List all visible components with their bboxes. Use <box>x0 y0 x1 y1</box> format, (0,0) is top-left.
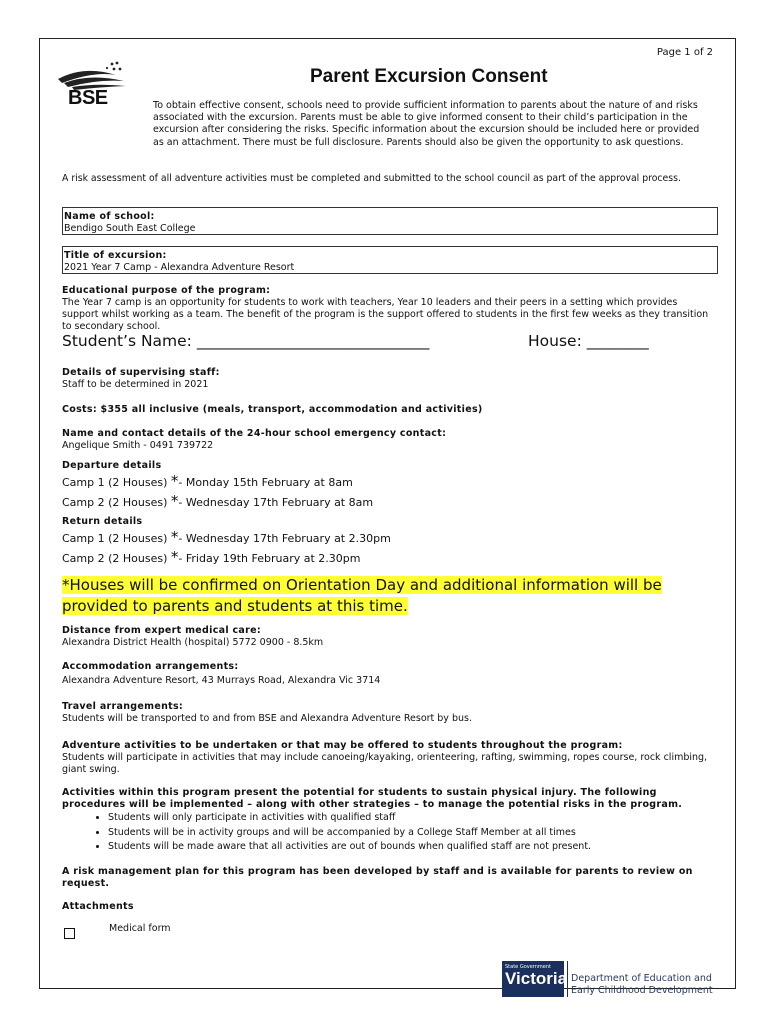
departure-section <box>62 460 712 512</box>
medical-form-checkbox[interactable] <box>64 924 75 943</box>
house-field[interactable]: House: ________ <box>528 332 649 350</box>
list-item: • Students will only participate in activities with qualified staff <box>108 811 712 826</box>
excursion-value: 2021 Year 7 Camp - Alexandra Adventure Resort <box>64 262 295 273</box>
staff-label: Details of supervising staff: <box>62 367 220 378</box>
medical-form-label: Medical form <box>109 923 171 934</box>
procedures-list <box>62 811 712 855</box>
medical-value: Alexandra District Health (hospital) 5772 0900 - 8.5km <box>62 637 324 648</box>
travel-value: Students will be transported to and from BSE and Alexandra Adventure Resort by bus. <box>62 713 472 724</box>
department-line-1: Department of Education and <box>571 973 712 984</box>
purpose-section <box>62 285 712 333</box>
risk-assessment-note: A risk assessment of all adventure activities must be completed and submitted to the school council as part of the approval process. <box>62 173 681 184</box>
accommodation-section <box>62 661 712 687</box>
bse-logo <box>54 59 134 107</box>
department-line-2: Early Childhood Development <box>571 985 713 996</box>
houses-note <box>62 575 702 617</box>
emergency-value: Angelique Smith - 0491 739722 <box>62 440 214 451</box>
victoria-logo <box>502 961 568 997</box>
excursion-field-box <box>62 246 718 274</box>
travel-label: Travel arrangements: <box>62 701 184 712</box>
departure-row: Camp 2 (2 Houses) *- Wednesday 17th February at 8am <box>62 492 374 510</box>
state-government-text: State Government <box>505 964 552 970</box>
victoria-text: Victoria <box>505 969 568 988</box>
emergency-label: Name and contact details of the 24-hour school emergency contact: <box>62 428 447 439</box>
risk-plan-text: A risk management plan for this program has been developed by staff and is available for parents to review on request. <box>62 866 693 889</box>
purpose-label: Educational purpose of the program: <box>62 285 271 296</box>
accommodation-value: Alexandra Adventure Resort, 43 Murrays Road, Alexandra Vic 3714 <box>62 675 381 686</box>
medical-label: Distance from expert medical care: <box>62 625 261 636</box>
procedures-section <box>62 787 712 855</box>
departure-label: Departure details <box>62 460 162 471</box>
activities-label: Adventure activities to be undertaken or that may be offered to students throughout the program: <box>62 740 623 751</box>
document-page <box>39 38 736 996</box>
school-label: Name of school: <box>64 211 155 222</box>
school-field-box <box>62 207 718 235</box>
attachments-label: Attachments <box>62 901 134 912</box>
student-name-field[interactable]: Student’s Name: ______________________________ <box>62 332 430 350</box>
return-label: Return details <box>62 516 143 527</box>
list-item: • Students will be made aware that all activities are out of bounds when qualified staff are not present. <box>108 840 712 855</box>
excursion-label: Title of excursion: <box>64 250 167 261</box>
costs-text: Costs: $355 all inclusive (meals, transport, accommodation and activities) <box>62 404 483 415</box>
travel-section <box>62 701 712 725</box>
accommodation-label: Accommodation arrangements: <box>62 661 239 672</box>
school-value: Bendigo South East College <box>64 223 196 234</box>
return-section <box>62 516 712 568</box>
footer-divider <box>567 961 568 997</box>
purpose-value: The Year 7 camp is an opportunity for students to work with teachers, Year 10 leaders and their peers in a setting which provides support whilst working as a team. The benefit of the program is the support offered to students in the first few weeks as they transition to secondary school. <box>62 297 709 332</box>
activities-section <box>62 740 712 776</box>
return-row: Camp 1 (2 Houses) *- Wednesday 17th February at 2.30pm <box>62 528 391 546</box>
procedures-label: Activities within this program present the potential for students to sustain physical injury. The following procedures will be implemented – along with other strategies – to manage the potential risks in the program. <box>62 787 683 810</box>
department-text <box>571 973 713 997</box>
staff-section <box>62 367 712 391</box>
page-title: Parent Excursion Consent <box>310 66 548 87</box>
emergency-section <box>62 428 712 452</box>
activities-value: Students will participate in activities that may include canoeing/kayaking, orienteering, rafting, swimming, ropes course, rock climbing, giant swing. <box>62 752 708 775</box>
list-item: • Students will be in activity groups and will be accompanied by a College Staff Member at all times <box>108 826 712 841</box>
page-number: Page 1 of 2 <box>656 47 713 58</box>
departure-row: Camp 1 (2 Houses) *- Monday 15th February at 8am <box>62 472 353 490</box>
staff-value: Staff to be determined in 2021 <box>62 379 209 390</box>
intro-text: To obtain effective consent, schools need to provide sufficient information to parents about the nature of and risks associated with the excursion. Parents must be able to give informed consent to their child’s participation in the excursion after considering the risks. Specific information about the excursion should be included here or provided as an attachment. There must be full disclosure. Parents should also be given the opportunity to ask questions. <box>153 100 700 148</box>
return-row: Camp 2 (2 Houses) *- Friday 19th February at 2.30pm <box>62 548 361 566</box>
medical-section <box>62 625 712 649</box>
houses-note-text: *Houses will be confirmed on Orientation Day and additional information will be provided to parents and students at this time. <box>62 576 662 615</box>
logo-text: BSE <box>68 87 108 109</box>
